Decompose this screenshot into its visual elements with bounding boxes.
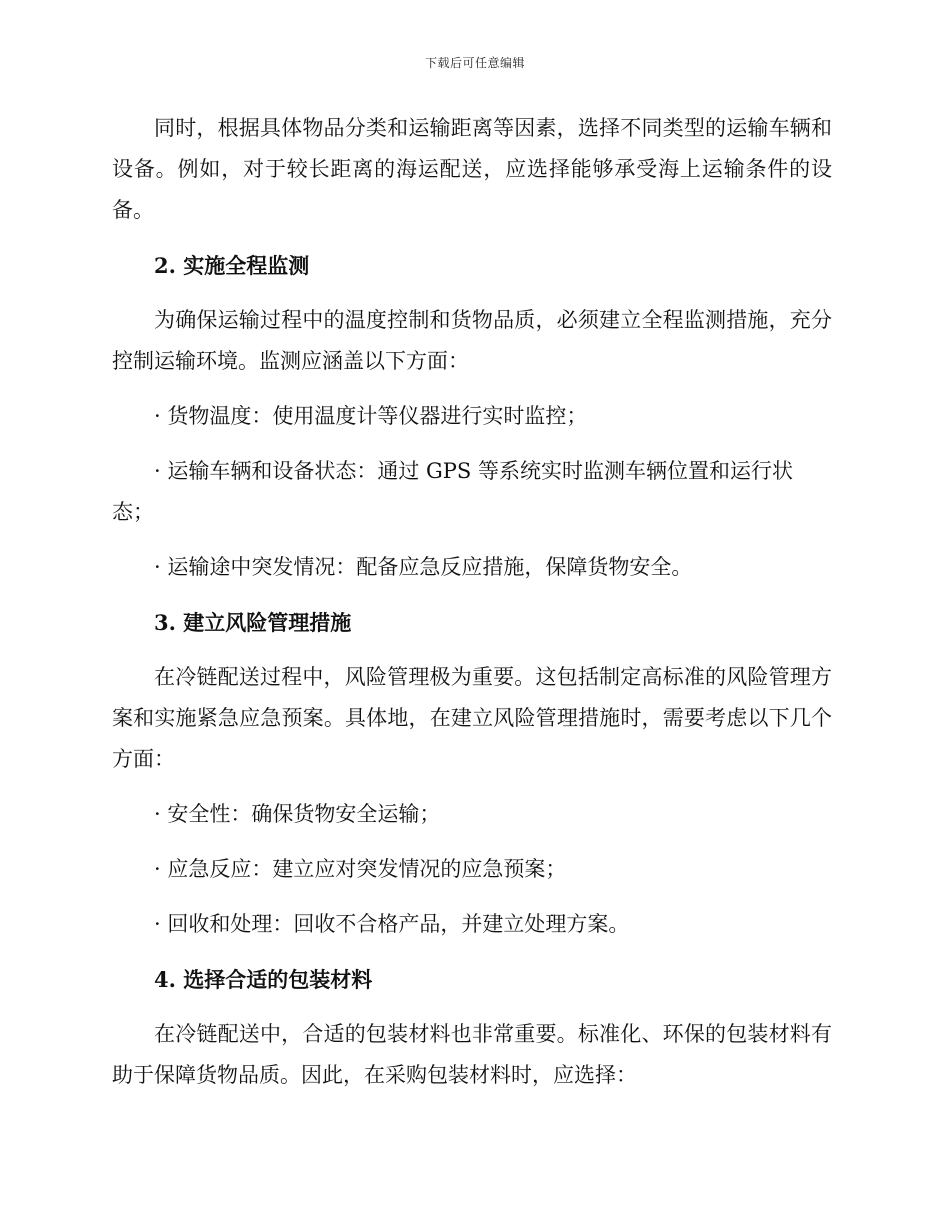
heading-risk-management: 3. 建立风险管理措施: [154, 610, 352, 635]
paragraph-vehicle-selection: 同时，根据具体物品分类和运输距离等因素，选择不同类型的运输车辆和设备。例如，对于较长距离的海运配送，应选择能够承受海上运输条件的设备。: [112, 116, 832, 222]
bullet-vehicle-status: · 运输车辆和设备状态：通过 GPS 等系统实时监测车辆位置和运行状态；: [112, 459, 793, 524]
bullet-safety: · 安全性：确保货物安全运输；: [154, 802, 441, 826]
heading-packaging: 4. 选择合适的包装材料: [154, 967, 373, 992]
paragraph-packaging-intro: 在冷链配送中，合适的包装材料也非常重要。标准化、环保的包装材料有助于保障货物品质。因此，在采购包装材料时，应选择：: [112, 1022, 832, 1087]
bullet-cargo-temperature: · 货物温度：使用温度计等仪器进行实时监控；: [154, 404, 588, 428]
paragraph-monitoring-intro: 为确保运输过程中的温度控制和货物品质，必须建立全程监测措施，充分控制运输环境。监测应涵盖以下方面：: [112, 308, 832, 373]
page-header: 下载后可任意编辑: [424, 56, 525, 70]
paragraph-risk-intro: 在冷链配送过程中，风险管理极为重要。这包括制定高标准的风险管理方案和实施紧急应急预案。具体地，在建立风险管理措施时，需要考虑以下几个方面：: [112, 665, 832, 771]
bullet-emergency-response: · 应急反应：建立应对突发情况的应急预案；: [154, 857, 567, 881]
bullet-emergency-transit: · 运输途中突发情况：配备应急反应措施，保障货物安全。: [154, 555, 693, 579]
document-body: [112, 108, 832, 1110]
bullet-recycling: · 回收和处理：回收不合格产品，并建立处理方案。: [154, 912, 630, 936]
heading-full-monitoring: 2. 实施全程监测: [154, 253, 310, 278]
